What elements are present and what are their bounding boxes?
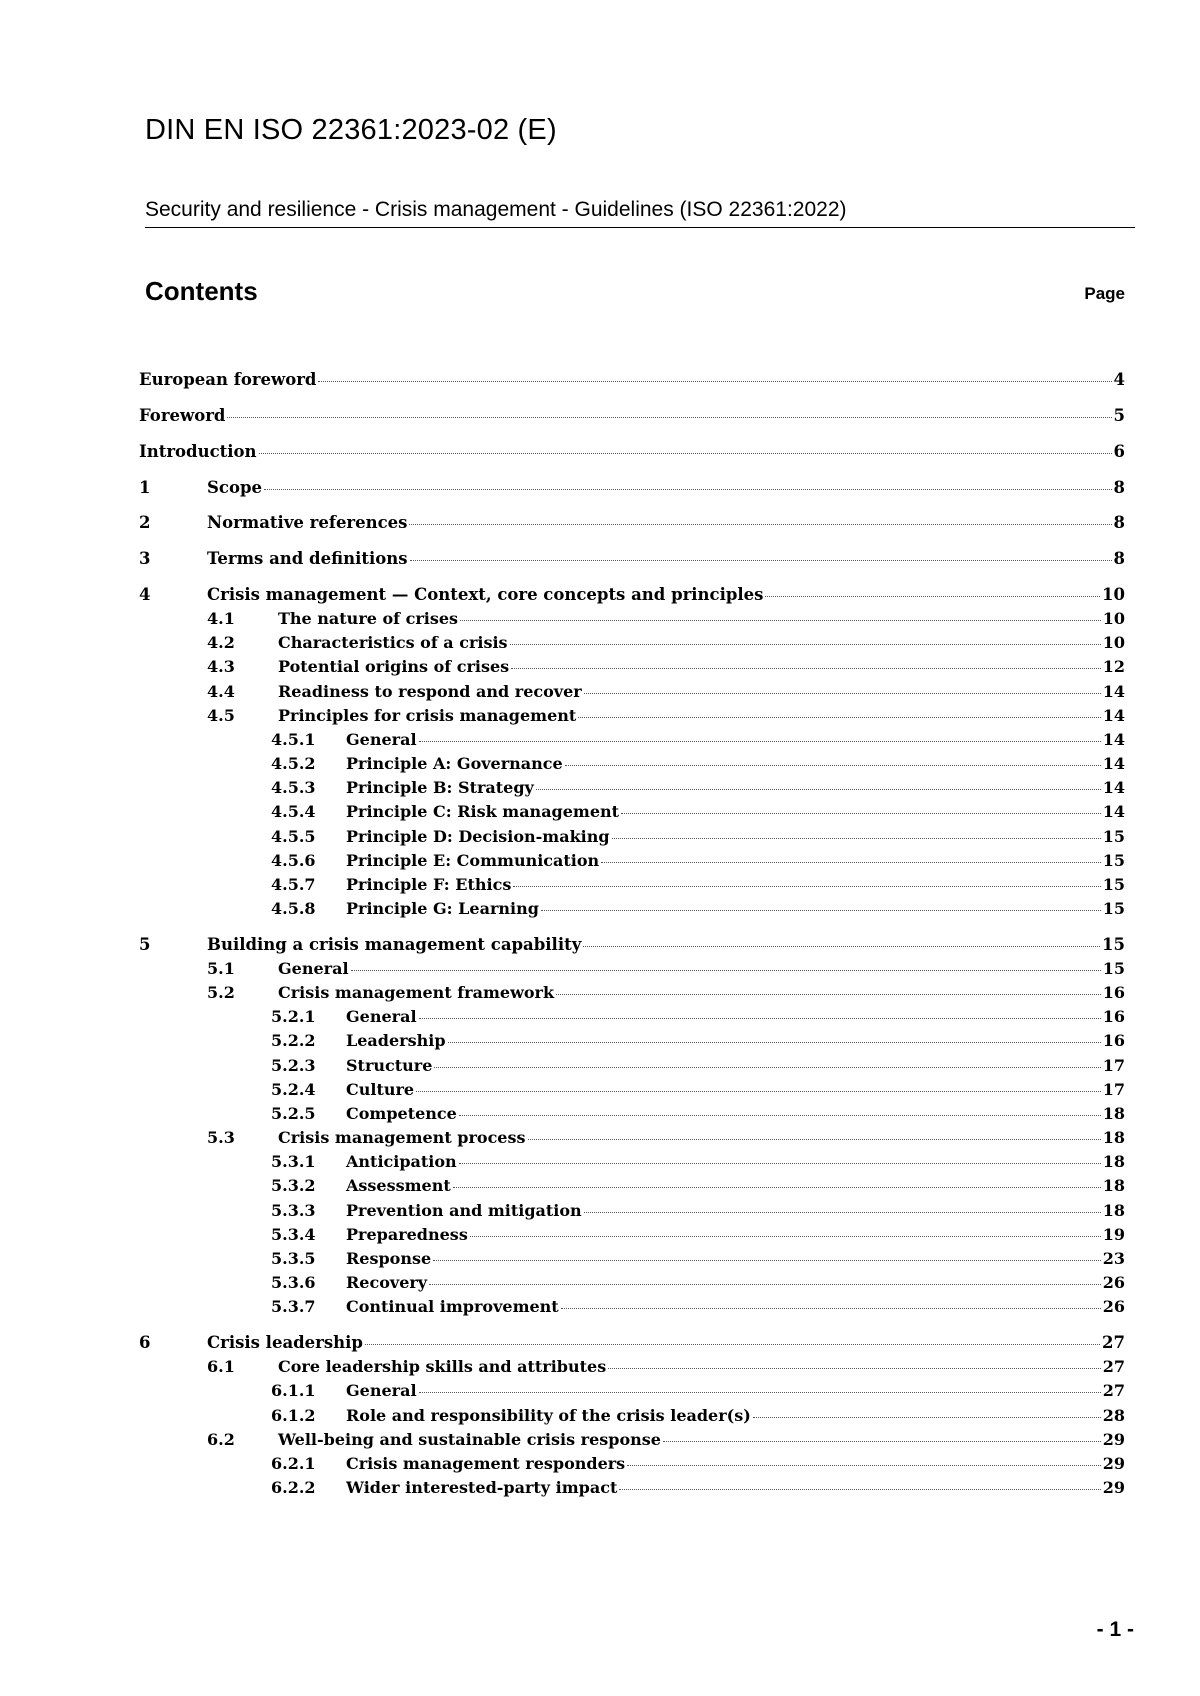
toc-dot-leader: [264, 488, 1112, 490]
toc-entry-title: Response: [346, 1249, 432, 1268]
toc-entry-page: 14: [1102, 682, 1125, 701]
toc-entry-page: 14: [1102, 730, 1125, 749]
toc-entry-page: 15: [1102, 899, 1125, 918]
toc-entry[interactable]: [139, 633, 1125, 657]
toc-dot-leader: [556, 993, 1101, 995]
toc-entry[interactable]: [139, 1454, 1125, 1478]
toc-dot-leader: [409, 523, 1111, 525]
toc-dot-leader: [612, 837, 1101, 839]
document-id: DIN EN ISO 22361:2023-02 (E): [145, 114, 557, 146]
page-column-heading: Page: [1084, 284, 1125, 303]
toc-entry-number: 4.5.2: [271, 754, 316, 773]
toc-entry-title: General: [278, 959, 349, 978]
toc-entry[interactable]: [139, 585, 1125, 609]
toc-dot-leader: [578, 716, 1100, 718]
toc-entry-number: 4.3: [207, 657, 235, 676]
toc-entry-number: 6: [139, 1333, 151, 1352]
toc-dot-leader: [419, 1017, 1101, 1019]
toc-entry-title: Introduction: [139, 442, 257, 461]
toc-entry-title: Principle E: Communication: [346, 851, 600, 870]
toc-entry-title: Building a crisis management capability: [207, 935, 582, 954]
toc-entry[interactable]: [139, 1430, 1125, 1454]
toc-entry-page: 10: [1102, 633, 1125, 652]
toc-entry[interactable]: [139, 754, 1125, 778]
toc-entry-page: 10: [1102, 609, 1125, 628]
toc-dot-leader: [753, 1416, 1101, 1418]
toc-entry-title: Readiness to respond and recover: [278, 682, 582, 701]
toc-entry-page: 16: [1102, 1031, 1125, 1050]
toc-entry[interactable]: [139, 1201, 1125, 1225]
toc-entry[interactable]: [139, 1031, 1125, 1055]
toc-entry-page: 15: [1102, 827, 1125, 846]
toc-entry-page: 29: [1102, 1430, 1125, 1449]
contents-heading: Contents: [145, 276, 258, 306]
toc-entry[interactable]: [139, 730, 1125, 754]
toc-entry-number: 4.5.3: [271, 778, 316, 797]
toc-entry-title: Foreword: [139, 406, 226, 425]
toc-dot-leader: [429, 1283, 1101, 1285]
footer-page-number: - 1 -: [1096, 1618, 1134, 1641]
toc-entry-title: Normative references: [207, 513, 408, 532]
toc-entry-title: Competence: [346, 1104, 457, 1123]
toc-dot-leader: [765, 595, 1100, 597]
toc-dot-leader: [434, 1066, 1100, 1068]
toc-entry-number: 5.3.5: [271, 1249, 316, 1268]
toc-dot-leader: [419, 1391, 1101, 1393]
toc-dot-leader: [601, 861, 1101, 863]
toc-entry-title: General: [346, 1007, 417, 1026]
toc-entry[interactable]: [139, 1080, 1125, 1104]
toc-entry-number: 2: [139, 513, 151, 532]
toc-entry-number: 3: [139, 549, 151, 568]
toc-dot-leader: [528, 1138, 1101, 1140]
toc-entry-page: 15: [1102, 851, 1125, 870]
toc-entry-page: 14: [1102, 754, 1125, 773]
toc-dot-leader: [419, 740, 1101, 742]
toc-entry-number: 5: [139, 935, 151, 954]
toc-entry-title: Crisis management responders: [346, 1454, 626, 1473]
toc-entry-page: 17: [1102, 1056, 1125, 1075]
toc-entry-number: 4.5: [207, 706, 235, 725]
toc-dot-leader: [460, 619, 1101, 621]
toc-dot-leader: [318, 380, 1111, 382]
toc-entry[interactable]: [139, 442, 1125, 466]
toc-entry-page: 26: [1102, 1273, 1125, 1292]
toc-entry-title: Scope: [207, 478, 263, 497]
toc-entry-number: 5.3.6: [271, 1273, 316, 1292]
toc-entry-title: Principle A: Governance: [346, 754, 563, 773]
toc-entry-number: 4.5.8: [271, 899, 316, 918]
toc-entry-page: 18: [1102, 1104, 1125, 1123]
toc-entry[interactable]: [139, 513, 1125, 537]
toc-entry[interactable]: [139, 983, 1125, 1007]
toc-entry-title: Characteristics of a crisis: [278, 633, 508, 652]
toc-entry-page: 4: [1113, 370, 1125, 389]
toc-entry-title: Culture: [346, 1080, 415, 1099]
toc-entry-page: 16: [1102, 1007, 1125, 1026]
toc-entry[interactable]: [139, 827, 1125, 851]
toc-dot-leader: [584, 1211, 1101, 1213]
toc-entry-title: Assessment: [346, 1176, 451, 1195]
toc-entry[interactable]: [139, 778, 1125, 802]
toc-entry[interactable]: [139, 609, 1125, 633]
toc-entry-number: 5.3.4: [271, 1225, 316, 1244]
toc-entry-page: 14: [1102, 778, 1125, 797]
toc-entry-page: 18: [1102, 1128, 1125, 1147]
toc-entry[interactable]: [139, 1381, 1125, 1405]
toc-dot-leader: [470, 1235, 1101, 1237]
toc-entry[interactable]: [139, 899, 1125, 923]
toc-entry-title: General: [346, 1381, 417, 1400]
toc-entry[interactable]: [139, 682, 1125, 706]
toc-entry[interactable]: [139, 1007, 1125, 1031]
toc-entry[interactable]: [139, 875, 1125, 899]
toc-entry[interactable]: [139, 1104, 1125, 1128]
toc-dot-leader: [365, 1343, 1100, 1345]
toc-entry-page: 18: [1102, 1201, 1125, 1220]
toc-entry-page: 15: [1102, 875, 1125, 894]
toc-entry-number: 4.5.4: [271, 802, 316, 821]
toc-entry[interactable]: [139, 1128, 1125, 1152]
toc-entry-number: 5.2.3: [271, 1056, 316, 1075]
toc-entry-number: 6.2.2: [271, 1478, 316, 1497]
toc-entry-title: Prevention and mitigation: [346, 1201, 582, 1220]
toc-entry-title: Crisis management framework: [278, 983, 555, 1002]
toc-entry-page: 12: [1102, 657, 1125, 676]
toc-entry[interactable]: [139, 406, 1125, 430]
toc-entry-title: Principle G: Learning: [346, 899, 539, 918]
toc-entry-number: 5.3.2: [271, 1176, 316, 1195]
toc-entry-page: 29: [1102, 1454, 1125, 1473]
toc-entry-title: The nature of crises: [278, 609, 459, 628]
toc-entry-page: 27: [1102, 1333, 1125, 1352]
toc-dot-leader: [663, 1440, 1101, 1442]
toc-dot-leader: [453, 1186, 1101, 1188]
toc-entry-title: Crisis management — Context, core concepts and principles: [207, 585, 764, 604]
toc-entry-number: 4.5.7: [271, 875, 316, 894]
toc-entry-page: 8: [1113, 478, 1125, 497]
toc-entry[interactable]: [139, 1478, 1125, 1502]
toc-entry[interactable]: [139, 1297, 1125, 1321]
toc-entry-title: Leadership: [346, 1031, 446, 1050]
toc-dot-leader: [513, 885, 1100, 887]
toc-entry-page: 17: [1102, 1080, 1125, 1099]
toc-entry-title: Preparedness: [346, 1225, 468, 1244]
toc-dot-leader: [351, 969, 1101, 971]
toc-dot-leader: [416, 1090, 1101, 1092]
toc-entry-number: 1: [139, 478, 151, 497]
toc-dot-leader: [259, 452, 1112, 454]
toc-entry-page: 6: [1113, 442, 1125, 461]
toc-entry-number: 5.3: [207, 1128, 235, 1147]
toc-entry-number: 5.3.3: [271, 1201, 316, 1220]
toc-entry-title: Recovery: [346, 1273, 428, 1292]
toc-dot-leader: [608, 1367, 1101, 1369]
toc-entry-number: 4.1: [207, 609, 235, 628]
toc-entry-page: 26: [1102, 1297, 1125, 1316]
toc-dot-leader: [584, 692, 1101, 694]
toc-entry[interactable]: [139, 478, 1125, 502]
toc-entry-number: 5.3.7: [271, 1297, 316, 1316]
toc-entry-title: Principle B: Strategy: [346, 778, 534, 797]
toc-entry-number: 4: [139, 585, 151, 604]
toc-entry[interactable]: [139, 657, 1125, 681]
toc-entry-title: Terms and definitions: [207, 549, 408, 568]
toc-entry-number: 5.2.5: [271, 1104, 316, 1123]
toc-entry-number: 5.3.1: [271, 1152, 316, 1171]
toc-entry-number: 4.5.1: [271, 730, 316, 749]
toc-entry-page: 18: [1102, 1152, 1125, 1171]
toc-entry-number: 6.1.2: [271, 1406, 316, 1425]
toc-entry-title: Anticipation: [346, 1152, 457, 1171]
toc-dot-leader: [448, 1041, 1101, 1043]
toc-entry-number: 6.1.1: [271, 1381, 316, 1400]
toc-entry[interactable]: [139, 1406, 1125, 1430]
toc-entry-title: Principles for crisis management: [278, 706, 577, 725]
toc-entry-page: 5: [1113, 406, 1125, 425]
toc-entry-title: Crisis leadership: [207, 1333, 363, 1352]
toc-entry-number: 4.4: [207, 682, 235, 701]
toc-entry-number: 4.5.5: [271, 827, 316, 846]
toc-dot-leader: [621, 812, 1101, 814]
toc-entry-number: 4.5.6: [271, 851, 316, 870]
toc-entry[interactable]: [139, 935, 1125, 959]
toc-entry[interactable]: [139, 1357, 1125, 1381]
toc-dot-leader: [511, 667, 1101, 669]
toc-dot-leader: [227, 416, 1111, 418]
toc-entry[interactable]: [139, 1056, 1125, 1080]
toc-dot-leader: [459, 1162, 1101, 1164]
toc-entry-page: 8: [1113, 549, 1125, 568]
toc-entry-number: 6.1: [207, 1357, 235, 1376]
toc-entry-number: 5.2.2: [271, 1031, 316, 1050]
toc-entry-title: Well-being and sustainable crisis response: [278, 1430, 661, 1449]
toc-entry-title: Core leadership skills and attributes: [278, 1357, 607, 1376]
toc-entry[interactable]: [139, 370, 1125, 394]
toc-entry-title: European foreword: [139, 370, 317, 389]
toc-entry-title: Principle F: Ethics: [346, 875, 512, 894]
toc-entry-title: Role and responsibility of the crisis leader(s): [346, 1406, 751, 1425]
toc-entry-number: 4.2: [207, 633, 235, 652]
toc-entry-title: Potential origins of crises: [278, 657, 510, 676]
toc-dot-leader: [627, 1464, 1101, 1466]
toc-dot-leader: [536, 788, 1101, 790]
toc-dot-leader: [433, 1259, 1101, 1261]
toc-entry-page: 28: [1102, 1406, 1125, 1425]
toc-entry-page: 18: [1102, 1176, 1125, 1195]
toc-entry-title: Crisis management process: [278, 1128, 526, 1147]
toc-entry[interactable]: [139, 1273, 1125, 1297]
toc-entry[interactable]: [139, 1249, 1125, 1273]
toc-entry[interactable]: [139, 1176, 1125, 1200]
toc-dot-leader: [510, 643, 1101, 645]
toc-entry-page: 15: [1102, 959, 1125, 978]
toc-entry-title: Principle D: Decision-making: [346, 827, 610, 846]
toc-entry-title: Structure: [346, 1056, 433, 1075]
toc-entry-page: 27: [1102, 1381, 1125, 1400]
toc-entry-title: Wider interested-party impact: [346, 1478, 618, 1497]
toc-dot-leader: [541, 909, 1101, 911]
toc-dot-leader: [583, 945, 1100, 947]
toc-entry-page: 16: [1102, 983, 1125, 1002]
toc-dot-leader: [561, 1307, 1101, 1309]
toc-entry-page: 27: [1102, 1357, 1125, 1376]
toc-dot-leader: [565, 764, 1101, 766]
toc-entry-number: 5.2.1: [271, 1007, 316, 1026]
toc-entry[interactable]: [139, 959, 1125, 983]
toc-entry-page: 10: [1102, 585, 1125, 604]
document-title: Security and resilience - Crisis management - Guidelines (ISO 22361:2022): [145, 198, 1135, 228]
toc-entry-page: 14: [1102, 706, 1125, 725]
toc-entry-title: General: [346, 730, 417, 749]
toc-entry[interactable]: [139, 802, 1125, 826]
toc-entry[interactable]: [139, 1152, 1125, 1176]
toc-dot-leader: [459, 1114, 1101, 1116]
toc-dot-leader: [619, 1488, 1100, 1490]
toc-entry-number: 5.2: [207, 983, 235, 1002]
toc-entry-page: 29: [1102, 1478, 1125, 1497]
toc-entry[interactable]: [139, 1333, 1125, 1357]
toc-dot-leader: [410, 559, 1112, 561]
toc-entry-title: Principle C: Risk management: [346, 802, 620, 821]
toc-entry[interactable]: [139, 851, 1125, 875]
toc-entry[interactable]: [139, 1225, 1125, 1249]
toc-entry-number: 6.2.1: [271, 1454, 316, 1473]
toc-entry-title: Continual improvement: [346, 1297, 559, 1316]
toc-entry-page: 8: [1113, 513, 1125, 532]
toc-entry-number: 5.2.4: [271, 1080, 316, 1099]
toc-entry[interactable]: [139, 549, 1125, 573]
toc-entry-page: 14: [1102, 802, 1125, 821]
toc-entry-number: 6.2: [207, 1430, 235, 1449]
toc-entry-number: 5.1: [207, 959, 235, 978]
toc-entry-page: 23: [1102, 1249, 1125, 1268]
toc-entry[interactable]: [139, 706, 1125, 730]
toc-entry-page: 19: [1102, 1225, 1125, 1244]
toc-entry-page: 15: [1102, 935, 1125, 954]
